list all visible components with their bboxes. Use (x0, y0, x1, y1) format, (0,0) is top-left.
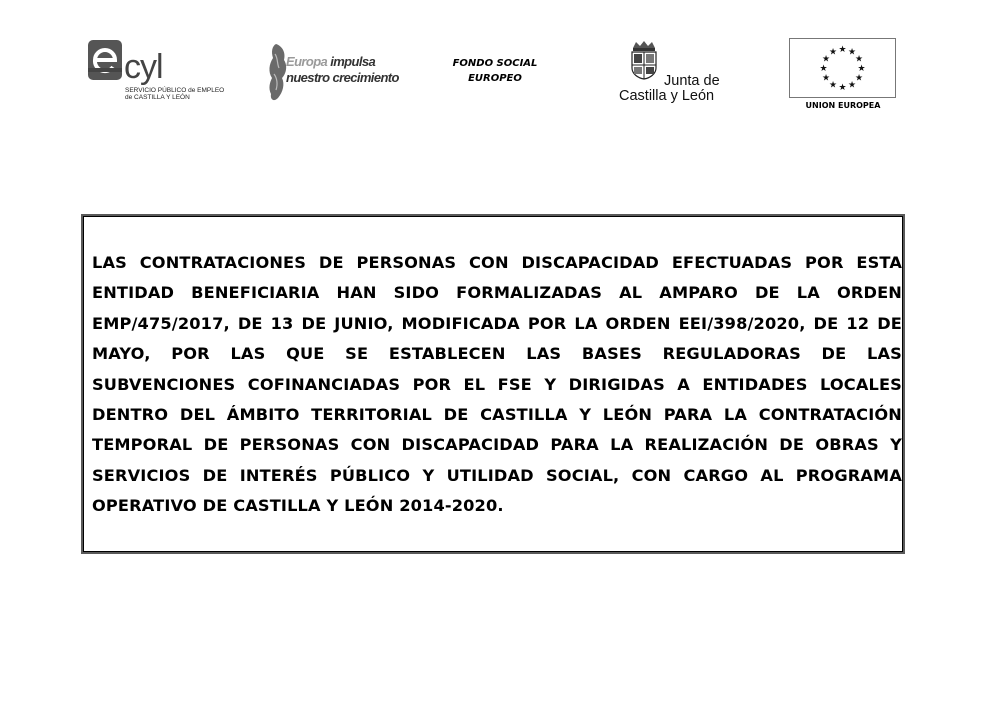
eu-star-icon: ★ (819, 64, 828, 74)
europa-impulsa-logo (266, 40, 399, 106)
europa-word: Europa (286, 54, 328, 69)
ecyl-subtitle (125, 87, 225, 101)
junta-castilla-leon-text (619, 74, 720, 104)
eu-star-icon: ★ (838, 83, 847, 93)
eu-star-icon: ★ (821, 73, 831, 84)
europa-impulsa-text (286, 54, 399, 86)
eu-stars-icon (790, 39, 895, 97)
eu-star-icon: ★ (828, 47, 838, 58)
eu-star-icon: ★ (821, 54, 831, 65)
ecyl-subtitle-line1: SERVICIO PÚBLICO de EMPLEO (125, 87, 225, 94)
eu-star-icon: ★ (828, 80, 838, 91)
eu-star-icon: ★ (854, 73, 864, 84)
fse-line1: FONDO SOCIAL (452, 58, 538, 69)
ecyl-emblem (86, 38, 206, 88)
junta-line1: Junta de (664, 73, 720, 89)
eu-star-icon: ★ (854, 54, 864, 65)
eu-flag (789, 38, 896, 98)
eu-star-icon: ★ (838, 45, 847, 55)
nuestro-crecimiento-text: nuestro crecimiento (286, 70, 399, 85)
union-europea-caption: UNION EUROPEA (805, 101, 881, 110)
junta-castilla-leon-logo (615, 40, 725, 108)
fondo-social-europeo-text (448, 56, 542, 86)
statement-box (81, 214, 905, 554)
impulsa-word: impulsa (330, 54, 376, 69)
ecyl-logo (86, 38, 225, 104)
eu-star-icon: ★ (857, 64, 866, 74)
junta-line2: Castilla y León (619, 88, 715, 104)
ecyl-subtitle-line2: de CASTILLA Y LEÓN (125, 94, 190, 101)
union-europea-logo (789, 38, 897, 112)
eu-star-icon: ★ (847, 80, 857, 91)
eu-star-icon: ★ (847, 47, 857, 58)
ecyl-wordmark: cyl (124, 48, 163, 86)
fse-line2: EUROPEO (468, 73, 522, 84)
statement-text: LAS CONTRATACIONES DE PERSONAS CON DISCAPACIDAD EFECTUADAS POR ESTA ENTIDAD BENEFICIARIA HAN SIDO FORMALIZADAS AL AMPARO DE LA ORDEN EMP/475/2017, DE 13 DE JUNIO, MODIFICADA POR LA ORDEN EEI/398/2020, DE 12 DE MAYO, POR LAS QUE SE ESTABLECEN LAS BASES REGULADORAS DE LAS SUBVENCIONES COFINANCIADAS POR EL FSE Y DIRIGIDAS A ENTIDADES LOCALES DENTRO DEL ÁMBITO TERRITORIAL DE CASTILLA Y LEÓN PARA LA CONTRATACIÓN TEMPORAL DE PERSONAS CON DISCAPACIDAD PARA LA REALIZACIÓN DE OBRAS Y SERVICIOS DE INTERÉS PÚBLICO Y UTILIDAD SOCIAL, CON CARGO AL PROGRAMA OPERATIVO DE CASTILLA Y LEÓN 2014-2020. (92, 253, 902, 516)
